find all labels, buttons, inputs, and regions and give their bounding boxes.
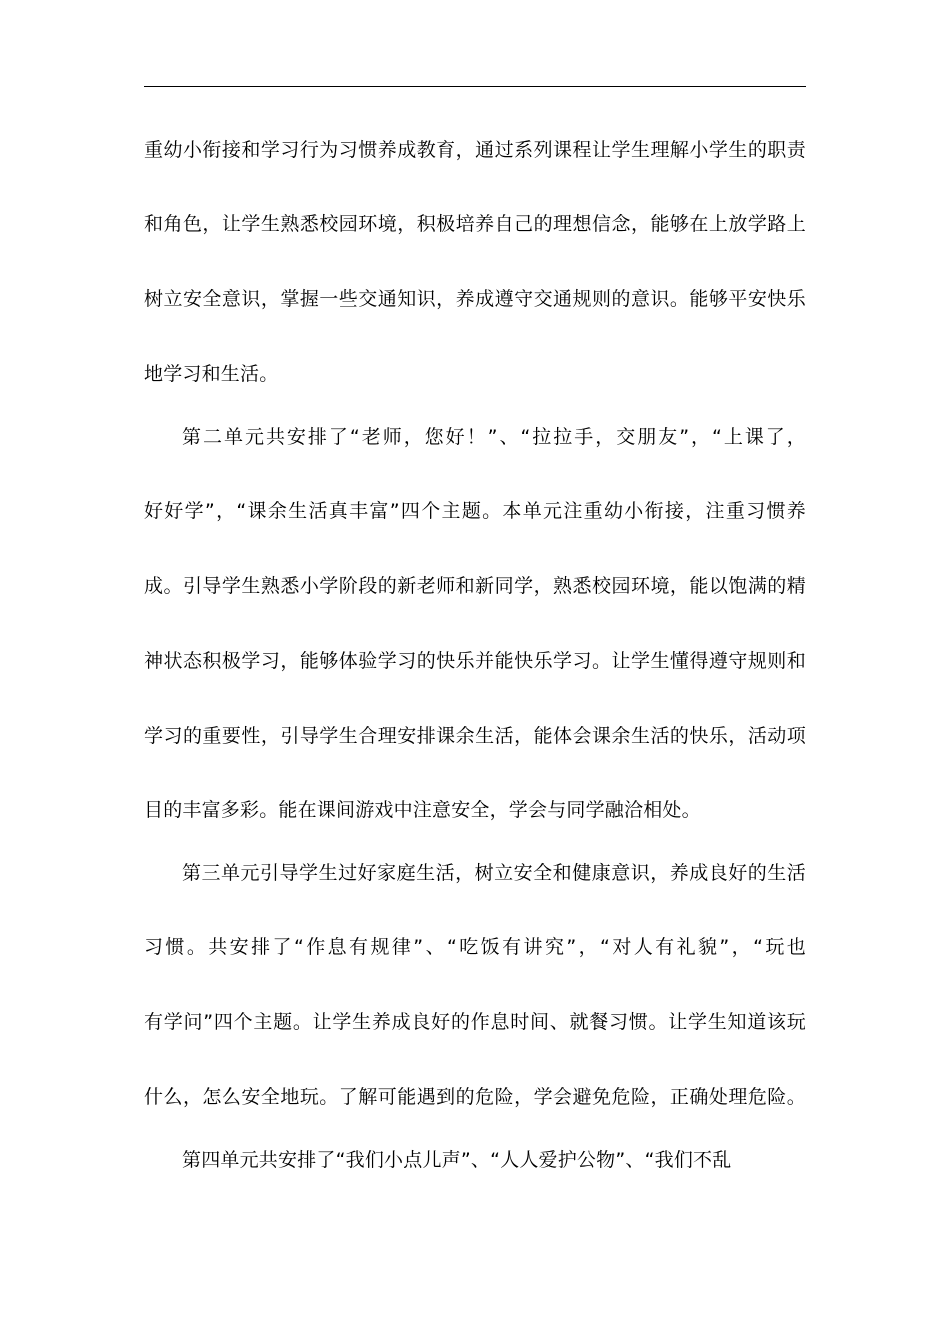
text-line: 重幼小衔接和学习行为习惯养成教育，通过系列课程让学生理解小学生的职责 xyxy=(144,139,806,161)
text-line: 成。引导学生熟悉小学阶段的新老师和新同学，熟悉校园环境，能以饱满的精 xyxy=(144,575,806,597)
paragraph-first-line: 第二单元共安排了“老师，您好！”、“拉拉手，交朋友”，“上课了， xyxy=(182,426,806,448)
text-line: 有学问”四个主题。让学生养成良好的作息时间、就餐习惯。让学生知道该玩 xyxy=(144,1011,806,1033)
text-line: 什么，怎么安全地玩。了解可能遇到的危险，学会避免危险，正确处理危险。 xyxy=(144,1086,806,1108)
text-line: 好好学”，“课余生活真丰富”四个主题。本单元注重幼小衔接，注重习惯养 xyxy=(144,500,806,522)
text-line: 地学习和生活。 xyxy=(144,363,279,385)
text-line: 和角色，让学生熟悉校园环境，积极培养自己的理想信念，能够在上放学路上 xyxy=(144,213,806,235)
paragraph-first-line: 第三单元引导学生过好家庭生活，树立安全和健康意识，养成良好的生活 xyxy=(182,862,806,884)
text-line: 神状态积极学习，能够体验学习的快乐并能快乐学习。让学生懂得遵守规则和 xyxy=(144,650,806,672)
paragraph-first-line: 第四单元共安排了“我们小点儿声”、“人人爱护公物”、“我们不乱 xyxy=(182,1149,732,1171)
header-rule xyxy=(144,86,806,87)
text-line: 目的丰富多彩。能在课间游戏中注意安全，学会与同学融洽相处。 xyxy=(144,799,701,821)
text-line: 树立安全意识，掌握一些交通知识，养成遵守交通规则的意识。能够平安快乐 xyxy=(144,288,806,310)
text-line: 习惯。共安排了“作息有规律”、“吃饭有讲究”，“对人有礼貌”，“玩也 xyxy=(144,936,806,958)
text-line: 学习的重要性，引导学生合理安排课余生活，能体会课余生活的快乐，活动项 xyxy=(144,725,806,747)
